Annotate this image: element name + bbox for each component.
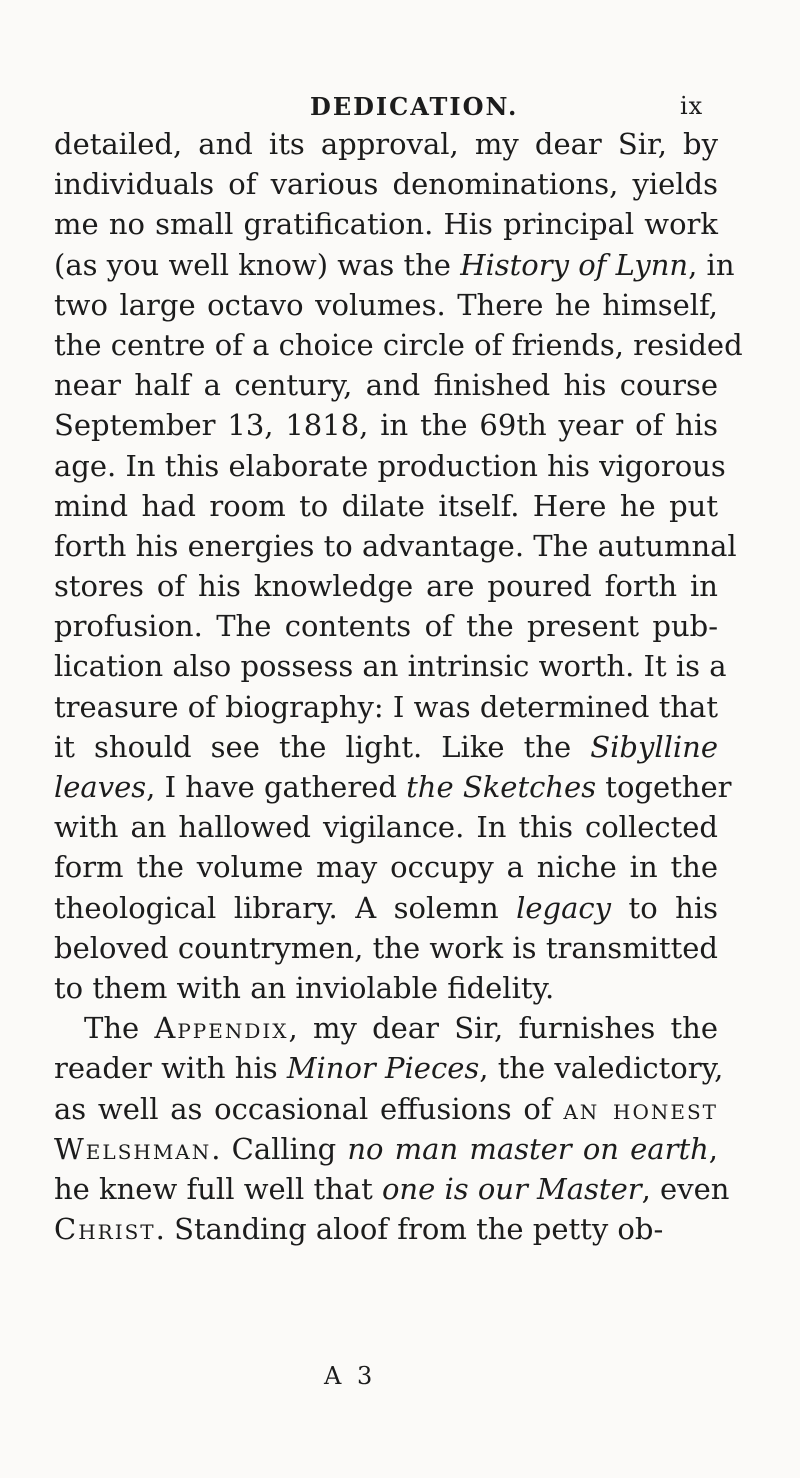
text-run: it should see the light. Like the: [54, 729, 591, 764]
text-run: September 13, 1818, in the 69th year of his: [54, 408, 718, 443]
text-line: [54, 365, 718, 405]
text-line: [54, 204, 718, 244]
body-text: [54, 124, 743, 1249]
text-run: as well as occasional effusions of: [54, 1091, 564, 1126]
text-line: [54, 1169, 730, 1209]
text-run: forth his energies to advantage. The autumnal: [54, 528, 737, 563]
text-line: [54, 325, 743, 365]
italic-run: leaves: [54, 770, 147, 804]
italic-run: Sibylline: [590, 729, 718, 764]
italic-run: History of Lynn: [460, 247, 689, 282]
text-run: me no small gratification. His principal work: [54, 207, 718, 242]
text-run: profusion. The contents of the present pub-: [54, 609, 718, 644]
text-run: form the volume may occupy a niche in the: [54, 850, 718, 885]
italic-run: legacy: [516, 890, 612, 925]
text-run: with an hallowed vigilance. In this collected: [54, 810, 718, 845]
text-line: [54, 1129, 718, 1169]
text-line: [54, 606, 718, 646]
text-run: , in: [688, 247, 735, 282]
text-run: he knew full well that: [54, 1171, 382, 1206]
text-run: (as you well know) was the: [54, 247, 461, 282]
text-run: . Standing aloof from the petty ob-: [155, 1212, 664, 1247]
text-line: [54, 968, 718, 1008]
text-run: detailed, and its approval, my dear Sir, by: [54, 127, 718, 161]
text-run: treasure of biography: I was determined that: [54, 689, 718, 724]
text-line: [54, 847, 718, 887]
text-run: together: [596, 770, 732, 804]
text-run: reader with his: [54, 1051, 287, 1086]
text-line: [54, 285, 718, 325]
text-line: [54, 928, 718, 968]
text-run: , even: [641, 1171, 730, 1206]
small-caps-run: an honest: [563, 1091, 719, 1126]
text-line: [54, 566, 718, 606]
text-line: [54, 687, 718, 727]
text-run: individuals of various denominations, yields: [54, 167, 718, 202]
italic-run: the Sketches: [406, 770, 597, 804]
text-line: [54, 1008, 718, 1048]
text-run: stores of his knowledge are poured forth in: [54, 569, 718, 604]
italic-run: one is our Master: [381, 1171, 642, 1206]
small-caps-run: Welshman: [54, 1131, 212, 1166]
text-run: lication also possess an intrinsic worth. It is a: [54, 649, 727, 684]
small-caps-run: Appendix: [154, 1011, 289, 1046]
text-line: [54, 1209, 718, 1249]
text-line: [54, 767, 732, 807]
text-line: [54, 164, 718, 204]
text-run: , the valedictory,: [479, 1051, 724, 1086]
text-line: [54, 646, 727, 686]
text-line: [54, 486, 718, 526]
text-run: age. In this elaborate production his vigorous: [54, 448, 726, 483]
italic-run: no man master on earth: [347, 1131, 709, 1166]
running-head-title: DEDICATION.: [310, 92, 519, 121]
running-head: [0, 86, 800, 126]
text-run: mind had room to dilate itself. Here he put: [54, 488, 718, 523]
text-line: [54, 245, 735, 285]
text-run: the centre of a choice circle of friends, resided: [54, 327, 743, 362]
text-run: The: [84, 1011, 155, 1046]
signature-mark: A 3: [324, 1362, 377, 1390]
text-line: [54, 446, 726, 486]
italic-run: Minor Pieces: [286, 1051, 480, 1086]
text-run: . Calling: [211, 1131, 348, 1166]
text-line: [54, 526, 737, 566]
small-caps-run: Christ: [54, 1212, 156, 1247]
text-run: to his: [611, 890, 718, 925]
text-run: to them with an inviolable fidelity.: [54, 970, 555, 1005]
text-line: [54, 405, 718, 445]
text-run: near half a century, and finished his course: [54, 368, 718, 403]
text-line: [54, 1048, 724, 1088]
text-run: beloved countrymen, the work is transmitted: [54, 930, 718, 965]
page-number: ix: [680, 92, 704, 120]
text-run: , my dear Sir, furnishes the: [288, 1011, 718, 1046]
text-run: ,: [708, 1131, 719, 1166]
text-line: [54, 1089, 718, 1129]
text-run: two large octavo volumes. There he himself,: [54, 287, 718, 322]
text-line: [54, 124, 718, 164]
text-line: [54, 727, 718, 767]
text-line: [54, 888, 718, 928]
text-run: , I have gathered: [146, 770, 407, 804]
text-run: theological library. A solemn: [54, 890, 517, 925]
text-line: [54, 807, 718, 847]
